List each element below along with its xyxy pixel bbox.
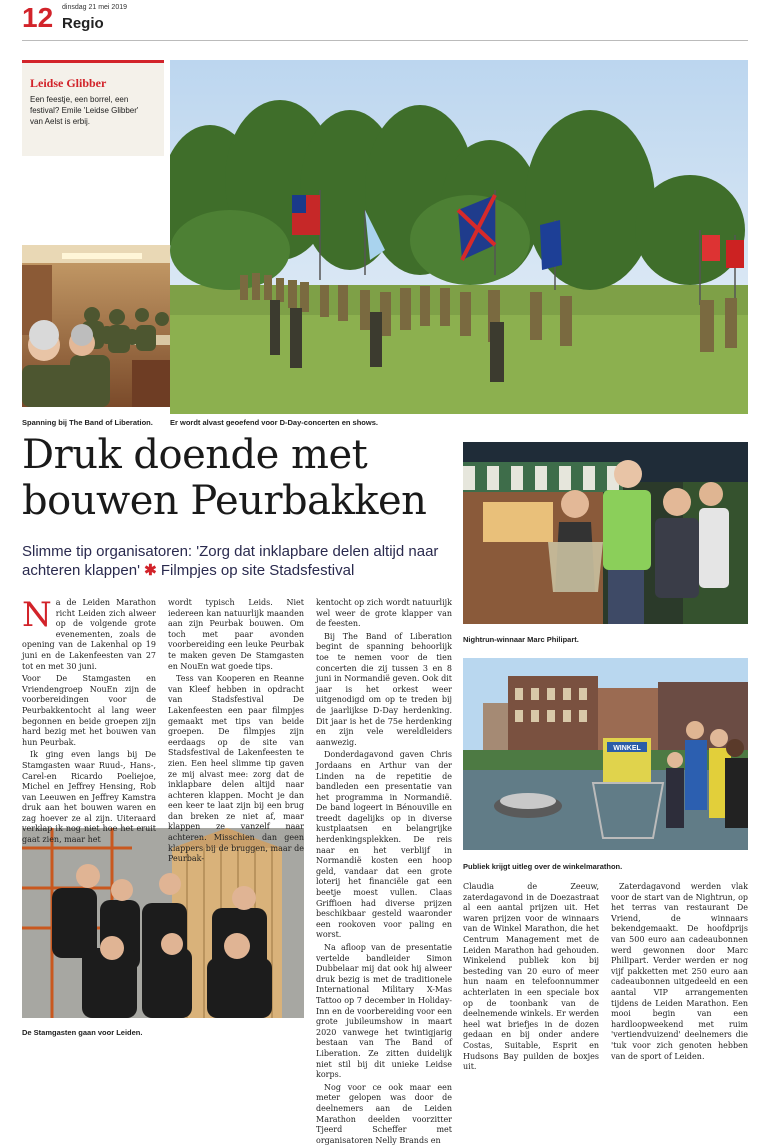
subhead-separator-icon: ✱ [144,562,157,579]
page-number: 12 [22,2,54,33]
caption-public: Publiek krijgt uitleg over de winkelmarathon. [463,862,623,871]
col1-paragraph-3: Ik ging even langs bij De Stamgasten waar Ruud-, Hans-, Carel-en Ricardo Poeliejoe, Michel en Jeffrey Hensing, Rob van Leeuwen en Jeffrey Kamstra druk aan het bouwen waren en zag hoever ze al zijn. Uiteraard verklap ik nog niet hoe het eruit gaat zien, maar het [22,750,156,845]
col2-paragraph-1: wordt typisch Leids. Niet iedereen kan natuurlijk maanden aan zijn Peurbak bouwen. Om toch met paar avonden voorbereiding een leuke Peurbak te maken geven De Stamgasten en NouEn wat goede tips. [168,598,304,671]
article-column-3 [316,598,452,1148]
caption-stamgasten: De Stamgasten gaan voor Leiden. [22,1028,143,1037]
article-column-5 [611,882,748,1064]
subhead-part-2: Filmpjes op site Stadsfestival [160,562,355,579]
header-rule [22,40,748,41]
subhead-part-1: Slimme tip organisatoren: 'Zorg dat inklapbare delen altijd naar achteren klappen' [22,543,439,579]
column-accent-bar [22,60,164,63]
winkel-sign: WINKEL [613,745,641,752]
article-subhead [22,542,452,580]
march-photo [170,60,748,414]
col3-paragraph-4: Na afloop van de presentatie vertelde bandleider Simon Dubbelaar mij dat ook hij alweer druk bezig is met de traditionele International Military X-Mas Tattoo op 7 december in Holiday-Inn en de voorbereiding voor een grote jubileumshow in maart 2020 vanwege het twintigjarig bestaan van The Band of Liberation. Ze zitten duidelijk niet stil bij dit unieke Leidse korps. [316,943,452,1080]
winner-photo [463,442,748,624]
public-photo [463,658,748,850]
column-title: Leidse Glibber [30,76,107,90]
col2-paragraph-2: Tess van Kooperen en Reanne van Kleef hebben in opdracht van Stadsfestival De Lakenfeesten een paar filmpjes gemaakt met tips van beide groepen. De filmpjes zijn eerdaags op de site van Stadsfestival de Lakenfeesten te zien. Een heel slimme tip gaven ze mij alvast mee: zorg dat de inklapbare delen altijd naar achteren klappen. Mocht je dan een keer te laat zijn bij een brug dan breken ze niet af, maar klappen ze vanzelf naar achteren. Misschien dan geen klappers bij de bruggen, maar de Peurbak- [168,674,304,864]
col5-paragraph-1: Zaterdagavond werden vlak voor de start van de Nightrun, op het terras van restaurant De Vriend, de winnaars bekendgemaakt. De hoofdprijs van 500 euro aan cadeaubonnen werd gewonnen door Marc Philipart. Verder werden er nog vijf pakketten met 250 euro aan cadeaubonnen uitgedeeld en een aantal VIP arrangementen tijdens de Leiden Marathon. Een mooi begin van een hardloopweekend met ruim 'vertiendvuizend' deelnemers die 'tuk voor zich genoten hebben van de sport of Leiden. [611,882,748,1061]
col1-paragraph-2: Voor De Stamgasten en Vriendengroep NouEn zijn de voorbereidingen voor de Peurbakkentocht al lang weer begonnen en beide groepen zijn hard bezig met het bouwen van hun Peurbak. [22,674,156,747]
article-column-1 [22,595,156,848]
col3-paragraph-3: Donderdagavond gaven Chris Jordaans en Arthur van der Linden na de repetitie de bandleden een presentatie van het programma in Normandië. De band logeert in Bénouville en treedt dagelijks op in diverse kustplaatsen en belangrijke herdenkingsplekken. De reis naar en het verblijf in Normandië kosten een hoop geld, vandaar dat een grote loterij het financiële gat een beetje moest vullen. Claas Griffioen had diverse prijzen beschikbaar gesteld waaronder een rookoven voor paling en worst. [316,750,452,940]
article-headline: Druk doende met bouwen Peurbakken [22,432,427,524]
dropcap-letter: N [22,595,52,635]
article-column-2 [168,598,304,867]
article-column-4 [463,882,599,1075]
caption-winner: Nightrun-winnaar Marc Philipart. [463,635,579,644]
col4-paragraph-1: Claudia de Zeeuw, zaterdagavond in de Doezastraat al een aantal prijzen uit. Het waren prijzen voor de winnaars van de Winkel Marathon, die het Centrum Management met de Leiden Marathon had gehouden. Winkelend publiek kon bij besteding van 20 euro of meer hun naam en telefoonnummer achterlaten in een speciale box op de toonbank van de deelnemende winkels. Er werden heel wat briefjes in de dozen gedaan en bij onder andere Costas, Suitable, Esprit en Hudsons Bay puilden de boxjes uit. [463,882,599,1072]
issue-date: dinsdag 21 mei 2019 [62,4,127,11]
col3-paragraph-2: Bij The Band of Liberation begint de spanning behoorlijk toe te nemen voor de tien concerten die zij tussen 3 en 8 juni in Normandië geven. Ook dit jaar is het orkest weer uitgenodigd om op te treden bij de jaarlijkse D-Day herdenking. Dit jaar is het de 75e herdenking en zijn vele wereldleiders aanwezig. [316,631,452,747]
col1-paragraph-1: a de Leiden Marathon richt Leiden zich alweer op de volgende grote evenementen, zoals de opening van de Lakenhal op 19 juni en de Lakenfeesten van 27 tot en met 30 juni. [22,598,156,671]
caption-march: Er wordt alvast geoefend voor D-Day-concerten en shows. [170,418,378,427]
col3-paragraph-5: Nog voor ce ook maar een meter gelopen was door de deelnemers aan de Leiden Marathon deelden voorzitter Tjeerd Scheffer met organisatoren Nelly Brands en [316,1082,452,1145]
caption-band: Spanning bij The Band of Liberation. [22,418,153,427]
column-intro: Een feestje, een borrel, een festival? Emile 'Leidse Glibber' van Aelst is erbij. [30,95,139,126]
section-title: Regio [62,15,104,32]
col3-paragraph-1: kentocht op zich wordt natuurlijk wel weer de grote klapper van de feesten. [316,598,452,629]
